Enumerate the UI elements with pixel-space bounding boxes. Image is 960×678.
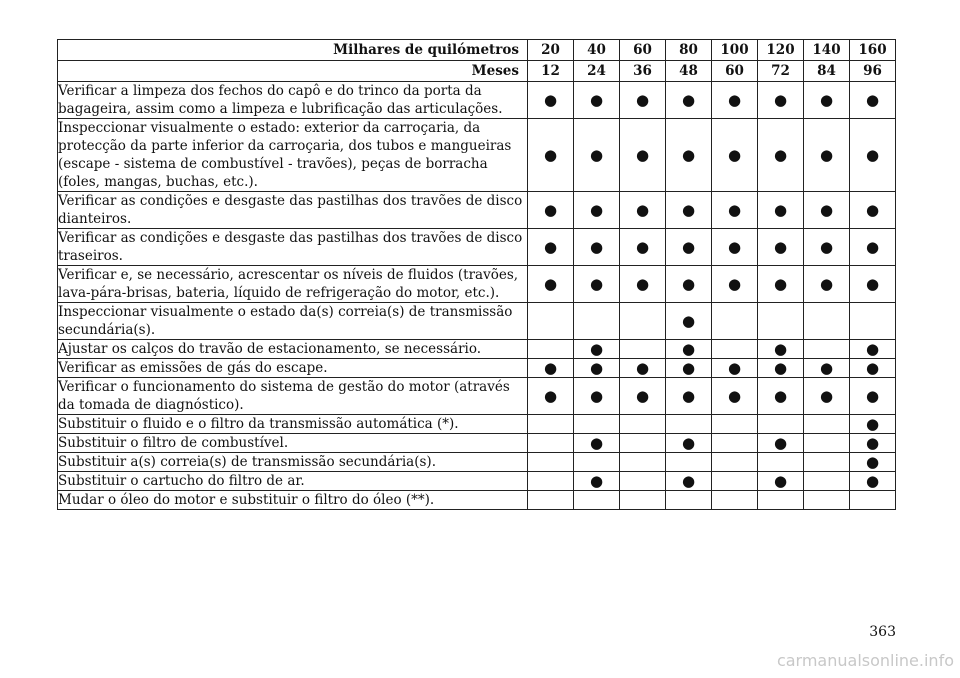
operation-description: Verificar as emissões de gás do escape. bbox=[58, 359, 528, 378]
operation-description: Ajustar os calços do travão de estacionamento, se necessário. bbox=[58, 340, 528, 359]
service-dot: ● bbox=[574, 82, 620, 119]
service-dot: ● bbox=[804, 119, 850, 192]
operation-description: Substituir o filtro de combustível. bbox=[58, 434, 528, 453]
service-dot: ● bbox=[666, 266, 712, 303]
service-dot: ● bbox=[528, 359, 574, 378]
empty-cell bbox=[528, 303, 574, 340]
empty-cell bbox=[712, 453, 758, 472]
months-header-cell: 72 bbox=[758, 61, 804, 82]
table-row bbox=[58, 82, 896, 119]
service-dot: ● bbox=[528, 266, 574, 303]
empty-cell bbox=[528, 453, 574, 472]
km-header-cell: 60 bbox=[620, 40, 666, 61]
service-dot: ● bbox=[758, 378, 804, 415]
empty-cell bbox=[804, 434, 850, 453]
table-row bbox=[58, 303, 896, 340]
service-dot: ● bbox=[574, 192, 620, 229]
empty-cell bbox=[804, 415, 850, 434]
service-dot: ● bbox=[850, 453, 896, 472]
empty-cell bbox=[528, 434, 574, 453]
empty-cell bbox=[620, 340, 666, 359]
km-header-cell: 20 bbox=[528, 40, 574, 61]
empty-cell bbox=[528, 415, 574, 434]
empty-cell bbox=[712, 491, 758, 510]
service-dot: ● bbox=[528, 378, 574, 415]
table-row bbox=[58, 340, 896, 359]
service-dot: ● bbox=[666, 378, 712, 415]
empty-cell bbox=[666, 453, 712, 472]
service-dot: ● bbox=[712, 82, 758, 119]
operation-description: Inspeccionar visualmente o estado: exterior da carroçaria, da protecção da parte inferior da carroçaria, dos tubos e mangueiras (escape - sistema de combustível - travões), peças de borracha (foles, mangas, buchas, etc.). bbox=[58, 119, 528, 192]
service-dot: ● bbox=[712, 229, 758, 266]
empty-cell bbox=[620, 434, 666, 453]
service-dot: ● bbox=[666, 229, 712, 266]
km-header-label: Milhares de quilómetros bbox=[58, 40, 528, 61]
service-dot: ● bbox=[574, 472, 620, 491]
service-dot: ● bbox=[758, 266, 804, 303]
service-dot: ● bbox=[620, 266, 666, 303]
service-dot: ● bbox=[712, 266, 758, 303]
service-dot: ● bbox=[712, 119, 758, 192]
months-header-cell: 60 bbox=[712, 61, 758, 82]
table-row bbox=[58, 453, 896, 472]
service-dot: ● bbox=[666, 434, 712, 453]
km-header-cell: 140 bbox=[804, 40, 850, 61]
empty-cell bbox=[804, 303, 850, 340]
table-row bbox=[58, 472, 896, 491]
table-row bbox=[58, 415, 896, 434]
service-dot: ● bbox=[850, 119, 896, 192]
service-dot: ● bbox=[666, 192, 712, 229]
empty-cell bbox=[666, 491, 712, 510]
empty-cell bbox=[666, 415, 712, 434]
service-dot: ● bbox=[758, 119, 804, 192]
service-dot: ● bbox=[574, 359, 620, 378]
operation-description: Verificar a limpeza dos fechos do capô e do trinco da porta da bagageira, assim como a limpeza e lubrificação das articulações. bbox=[58, 82, 528, 119]
empty-cell bbox=[528, 472, 574, 491]
operation-description: Verificar as condições e desgaste das pastilhas dos travões de disco dianteiros. bbox=[58, 192, 528, 229]
service-dot: ● bbox=[850, 340, 896, 359]
service-dot: ● bbox=[620, 119, 666, 192]
empty-cell bbox=[712, 472, 758, 491]
empty-cell bbox=[620, 453, 666, 472]
service-dot: ● bbox=[758, 434, 804, 453]
table-row bbox=[58, 119, 896, 192]
empty-cell bbox=[574, 303, 620, 340]
service-dot: ● bbox=[574, 266, 620, 303]
table-row bbox=[58, 491, 896, 510]
empty-cell bbox=[528, 491, 574, 510]
empty-cell bbox=[712, 415, 758, 434]
empty-cell bbox=[620, 472, 666, 491]
operation-description: Verificar o funcionamento do sistema de gestão do motor (através da tomada de diagnóstico). bbox=[58, 378, 528, 415]
km-header-row bbox=[58, 40, 896, 61]
km-header-cell: 120 bbox=[758, 40, 804, 61]
empty-cell bbox=[758, 491, 804, 510]
service-dot: ● bbox=[620, 359, 666, 378]
empty-cell bbox=[620, 491, 666, 510]
service-dot: ● bbox=[758, 229, 804, 266]
watermark: carmanualsonline.info bbox=[776, 651, 954, 670]
service-dot: ● bbox=[666, 359, 712, 378]
service-dot: ● bbox=[528, 82, 574, 119]
service-dot: ● bbox=[850, 434, 896, 453]
page-number: 363 bbox=[869, 624, 896, 640]
service-dot: ● bbox=[850, 472, 896, 491]
months-header-cell: 12 bbox=[528, 61, 574, 82]
table-row bbox=[58, 359, 896, 378]
empty-cell bbox=[620, 415, 666, 434]
months-header-cell: 96 bbox=[850, 61, 896, 82]
service-dot: ● bbox=[850, 359, 896, 378]
operation-description: Mudar o óleo do motor e substituir o filtro do óleo (**). bbox=[58, 491, 528, 510]
service-dot: ● bbox=[528, 119, 574, 192]
operation-description: Inspeccionar visualmente o estado da(s) correia(s) de transmissão secundária(s). bbox=[58, 303, 528, 340]
empty-cell bbox=[712, 434, 758, 453]
operation-description: Substituir o fluido e o filtro da transmissão automática (*). bbox=[58, 415, 528, 434]
empty-cell bbox=[758, 415, 804, 434]
service-dot: ● bbox=[666, 340, 712, 359]
months-header-cell: 48 bbox=[666, 61, 712, 82]
months-header-row bbox=[58, 61, 896, 82]
service-dot: ● bbox=[850, 415, 896, 434]
maintenance-schedule-table bbox=[57, 39, 896, 510]
service-dot: ● bbox=[574, 119, 620, 192]
empty-cell bbox=[804, 491, 850, 510]
service-dot: ● bbox=[758, 472, 804, 491]
service-dot: ● bbox=[850, 192, 896, 229]
months-header-cell: 24 bbox=[574, 61, 620, 82]
table-row bbox=[58, 266, 896, 303]
table-row bbox=[58, 229, 896, 266]
service-dot: ● bbox=[666, 303, 712, 340]
service-dot: ● bbox=[804, 82, 850, 119]
table-row bbox=[58, 434, 896, 453]
table-row bbox=[58, 378, 896, 415]
table-row bbox=[58, 192, 896, 229]
service-dot: ● bbox=[528, 192, 574, 229]
service-dot: ● bbox=[758, 340, 804, 359]
service-dot: ● bbox=[528, 229, 574, 266]
service-dot: ● bbox=[804, 192, 850, 229]
service-dot: ● bbox=[620, 378, 666, 415]
km-header-cell: 80 bbox=[666, 40, 712, 61]
service-dot: ● bbox=[758, 192, 804, 229]
empty-cell bbox=[528, 340, 574, 359]
service-dot: ● bbox=[666, 82, 712, 119]
empty-cell bbox=[620, 303, 666, 340]
operation-description: Substituir a(s) correia(s) de transmissão secundária(s). bbox=[58, 453, 528, 472]
months-header-cell: 84 bbox=[804, 61, 850, 82]
empty-cell bbox=[574, 453, 620, 472]
service-dot: ● bbox=[850, 82, 896, 119]
km-header-cell: 40 bbox=[574, 40, 620, 61]
service-dot: ● bbox=[850, 229, 896, 266]
empty-cell bbox=[574, 415, 620, 434]
service-dot: ● bbox=[666, 472, 712, 491]
service-dot: ● bbox=[574, 378, 620, 415]
service-dot: ● bbox=[850, 266, 896, 303]
service-dot: ● bbox=[712, 378, 758, 415]
service-dot: ● bbox=[758, 359, 804, 378]
service-dot: ● bbox=[620, 192, 666, 229]
empty-cell bbox=[850, 303, 896, 340]
empty-cell bbox=[850, 491, 896, 510]
service-dot: ● bbox=[574, 340, 620, 359]
empty-cell bbox=[804, 453, 850, 472]
service-dot: ● bbox=[804, 378, 850, 415]
operation-description: Substituir o cartucho do filtro de ar. bbox=[58, 472, 528, 491]
service-dot: ● bbox=[620, 82, 666, 119]
service-dot: ● bbox=[850, 378, 896, 415]
empty-cell bbox=[804, 472, 850, 491]
empty-cell bbox=[758, 453, 804, 472]
service-dot: ● bbox=[620, 229, 666, 266]
service-dot: ● bbox=[574, 434, 620, 453]
months-header-cell: 36 bbox=[620, 61, 666, 82]
empty-cell bbox=[712, 340, 758, 359]
km-header-cell: 160 bbox=[850, 40, 896, 61]
empty-cell bbox=[574, 491, 620, 510]
empty-cell bbox=[804, 340, 850, 359]
operation-description: Verificar e, se necessário, acrescentar os níveis de fluidos (travões, lava-pára-brisas, bateria, líquido de refrigeração do motor, etc.). bbox=[58, 266, 528, 303]
operation-description: Verificar as condições e desgaste das pastilhas dos travões de disco traseiros. bbox=[58, 229, 528, 266]
service-dot: ● bbox=[666, 119, 712, 192]
maintenance-rows bbox=[58, 82, 896, 510]
service-dot: ● bbox=[758, 82, 804, 119]
service-dot: ● bbox=[574, 229, 620, 266]
service-dot: ● bbox=[804, 229, 850, 266]
months-header-label: Meses bbox=[58, 61, 528, 82]
service-dot: ● bbox=[712, 359, 758, 378]
empty-cell bbox=[758, 303, 804, 340]
service-dot: ● bbox=[804, 266, 850, 303]
service-dot: ● bbox=[804, 359, 850, 378]
km-header-cell: 100 bbox=[712, 40, 758, 61]
empty-cell bbox=[712, 303, 758, 340]
service-dot: ● bbox=[712, 192, 758, 229]
